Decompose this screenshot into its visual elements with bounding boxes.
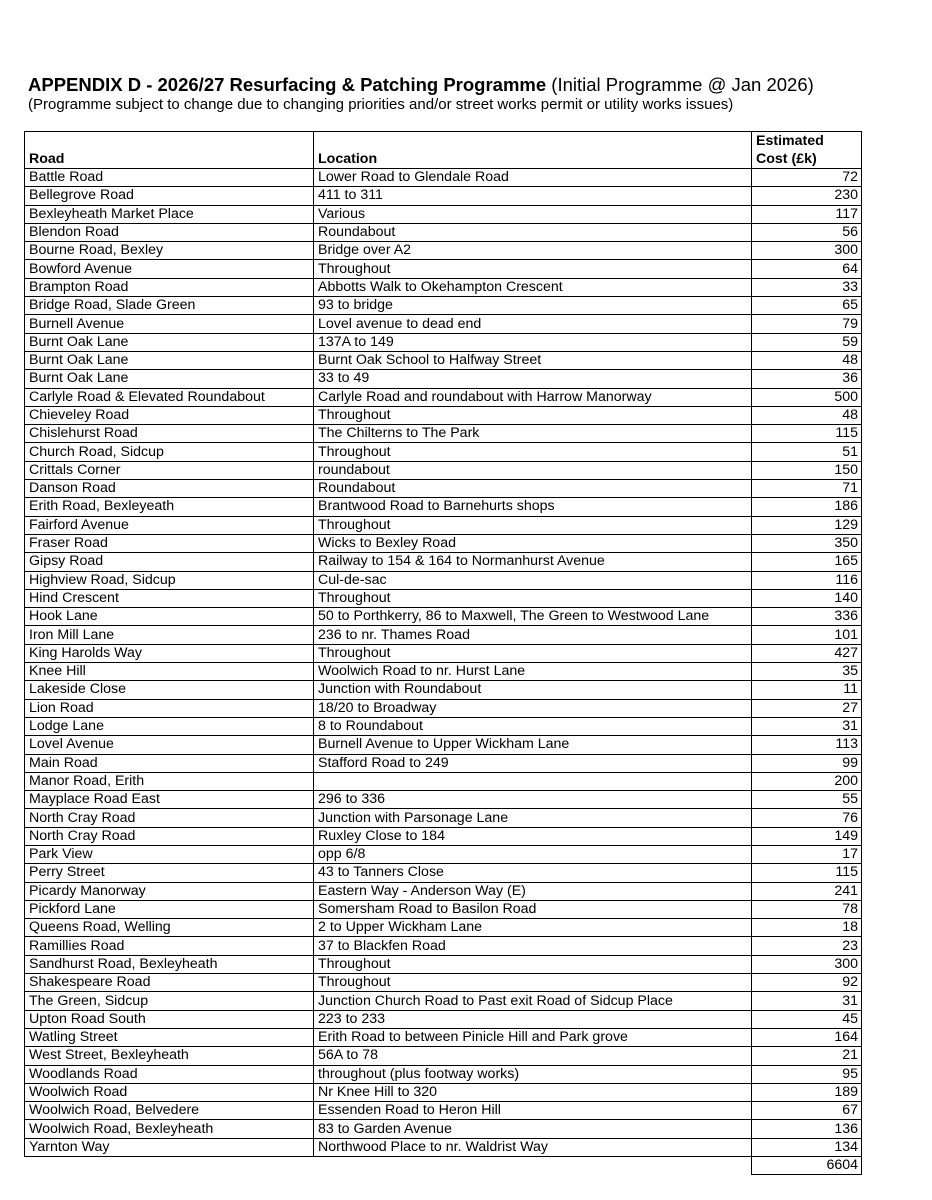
- cell-cost: 230: [752, 187, 862, 205]
- cell-location: Junction with Roundabout: [314, 681, 752, 699]
- cell-cost: 45: [752, 1010, 862, 1028]
- cell-road: Fraser Road: [25, 534, 314, 552]
- cell-cost: 71: [752, 480, 862, 498]
- cell-road: Chieveley Road: [25, 406, 314, 424]
- cell-cost: 164: [752, 1028, 862, 1046]
- cell-location: Erith Road to between Pinicle Hill and Park grove: [314, 1028, 752, 1046]
- cell-road: Woolwich Road, Bexleyheath: [25, 1120, 314, 1138]
- cell-location: 411 to 311: [314, 187, 752, 205]
- cell-road: Hook Lane: [25, 608, 314, 626]
- cell-cost: 64: [752, 260, 862, 278]
- table-row: [25, 480, 862, 498]
- table-row: [25, 626, 862, 644]
- cell-road: Carlyle Road & Elevated Roundabout: [25, 388, 314, 406]
- table-row: [25, 681, 862, 699]
- cell-road: Woolwich Road, Belvedere: [25, 1102, 314, 1120]
- table-row: [25, 882, 862, 900]
- table-row: [25, 425, 862, 443]
- table-row: [25, 1028, 862, 1046]
- cell-road: Yarnton Way: [25, 1138, 314, 1156]
- cell-cost: 76: [752, 809, 862, 827]
- cell-cost: 115: [752, 425, 862, 443]
- cell-road: Crittals Corner: [25, 461, 314, 479]
- total-spacer-location: [314, 1157, 752, 1175]
- cell-road: Chislehurst Road: [25, 425, 314, 443]
- table-row: [25, 608, 862, 626]
- cell-road: King Harolds Way: [25, 644, 314, 662]
- cell-road: Watling Street: [25, 1028, 314, 1046]
- cell-cost: 116: [752, 571, 862, 589]
- cell-cost: 149: [752, 827, 862, 845]
- table-row: [25, 955, 862, 973]
- cell-road: Upton Road South: [25, 1010, 314, 1028]
- cell-road: Iron Mill Lane: [25, 626, 314, 644]
- cell-cost: 21: [752, 1047, 862, 1065]
- cell-cost: 99: [752, 754, 862, 772]
- cell-road: Woolwich Road: [25, 1083, 314, 1101]
- cell-road: Burnt Oak Lane: [25, 370, 314, 388]
- cell-cost: 300: [752, 955, 862, 973]
- cost-header-line1: Estimated: [756, 133, 824, 149]
- table-row: [25, 589, 862, 607]
- cell-road: Queens Road, Welling: [25, 919, 314, 937]
- cell-cost: 31: [752, 992, 862, 1010]
- cell-location: roundabout: [314, 461, 752, 479]
- cell-road: Park View: [25, 845, 314, 863]
- cell-road: Bridge Road, Slade Green: [25, 297, 314, 315]
- table-row: [25, 205, 862, 223]
- table-row: [25, 974, 862, 992]
- cell-cost: 241: [752, 882, 862, 900]
- cell-location: Bridge over A2: [314, 242, 752, 260]
- cell-location: Roundabout: [314, 223, 752, 241]
- table-row: [25, 443, 862, 461]
- total-row: [25, 1157, 862, 1175]
- cell-location: opp 6/8: [314, 845, 752, 863]
- cell-cost: 140: [752, 589, 862, 607]
- cell-road: Knee Hill: [25, 663, 314, 681]
- cell-cost: 92: [752, 974, 862, 992]
- cell-cost: 48: [752, 406, 862, 424]
- table-row: [25, 388, 862, 406]
- cell-location: Roundabout: [314, 480, 752, 498]
- cell-cost: 17: [752, 845, 862, 863]
- table-row: [25, 187, 862, 205]
- table-row: [25, 498, 862, 516]
- cell-cost: 134: [752, 1138, 862, 1156]
- cell-road: Main Road: [25, 754, 314, 772]
- cost-header-line2: Cost (£k): [756, 151, 817, 167]
- table-row: [25, 333, 862, 351]
- cell-cost: 95: [752, 1065, 862, 1083]
- cell-cost: 186: [752, 498, 862, 516]
- cell-cost: 300: [752, 242, 862, 260]
- cell-location: 8 to Roundabout: [314, 717, 752, 735]
- cell-road: North Cray Road: [25, 827, 314, 845]
- table-row: [25, 827, 862, 845]
- cell-location: Various: [314, 205, 752, 223]
- cell-road: Danson Road: [25, 480, 314, 498]
- cell-location: Brantwood Road to Barnehurts shops: [314, 498, 752, 516]
- cell-road: West Street, Bexleyheath: [25, 1047, 314, 1065]
- cell-road: Bourne Road, Bexley: [25, 242, 314, 260]
- cell-road: Pickford Lane: [25, 900, 314, 918]
- cell-location: Nr Knee Hill to 320: [314, 1083, 752, 1101]
- cell-road: Brampton Road: [25, 278, 314, 296]
- cell-cost: 65: [752, 297, 862, 315]
- table-row: [25, 278, 862, 296]
- cell-road: Gipsy Road: [25, 553, 314, 571]
- cell-cost: 18: [752, 919, 862, 937]
- cell-cost: 78: [752, 900, 862, 918]
- cell-location: Burnt Oak School to Halfway Street: [314, 351, 752, 369]
- table-row: [25, 919, 862, 937]
- cell-location: Cul-de-sac: [314, 571, 752, 589]
- cell-road: Ramillies Road: [25, 937, 314, 955]
- cell-cost: 67: [752, 1102, 862, 1120]
- cell-location: Eastern Way - Anderson Way (E): [314, 882, 752, 900]
- table-row: [25, 1138, 862, 1156]
- cell-cost: 129: [752, 516, 862, 534]
- cell-cost: 350: [752, 534, 862, 552]
- table-row: [25, 516, 862, 534]
- cell-location: 83 to Garden Avenue: [314, 1120, 752, 1138]
- title-main: APPENDIX D - 2026/27 Resurfacing & Patching Programme: [28, 74, 547, 95]
- cell-cost: 115: [752, 864, 862, 882]
- table-row: [25, 809, 862, 827]
- cell-location: 33 to 49: [314, 370, 752, 388]
- cell-location: Carlyle Road and roundabout with Harrow Manorway: [314, 388, 752, 406]
- table-row: [25, 644, 862, 662]
- cell-cost: 200: [752, 772, 862, 790]
- cell-location: Throughout: [314, 406, 752, 424]
- cell-cost: 101: [752, 626, 862, 644]
- column-header-cost: [752, 132, 862, 169]
- cell-road: Erith Road, Bexleyeath: [25, 498, 314, 516]
- cell-location: Throughout: [314, 260, 752, 278]
- cell-location: Junction Church Road to Past exit Road of Sidcup Place: [314, 992, 752, 1010]
- column-header-road: Road: [25, 132, 314, 169]
- cell-location: Somersham Road to Basilon Road: [314, 900, 752, 918]
- cell-cost: 11: [752, 681, 862, 699]
- cell-location: Essenden Road to Heron Hill: [314, 1102, 752, 1120]
- cell-road: Mayplace Road East: [25, 791, 314, 809]
- cell-road: Church Road, Sidcup: [25, 443, 314, 461]
- cell-cost: 117: [752, 205, 862, 223]
- cell-cost: 500: [752, 388, 862, 406]
- cell-location: Throughout: [314, 589, 752, 607]
- cell-location: Throughout: [314, 955, 752, 973]
- cell-cost: 336: [752, 608, 862, 626]
- cell-road: Burnt Oak Lane: [25, 351, 314, 369]
- table-row: [25, 864, 862, 882]
- table-row: [25, 699, 862, 717]
- table-row: [25, 1047, 862, 1065]
- document-subtitle: (Programme subject to change due to changing priorities and/or street works permit or utility works issues): [28, 96, 734, 113]
- cell-cost: 36: [752, 370, 862, 388]
- cell-road: Fairford Avenue: [25, 516, 314, 534]
- cell-cost: 27: [752, 699, 862, 717]
- cell-road: Sandhurst Road, Bexleyheath: [25, 955, 314, 973]
- cell-road: Hind Crescent: [25, 589, 314, 607]
- cell-road: Battle Road: [25, 169, 314, 187]
- cell-cost: 48: [752, 351, 862, 369]
- cell-location: throughout (plus footway works): [314, 1065, 752, 1083]
- table-row: [25, 772, 862, 790]
- table-row: [25, 242, 862, 260]
- table-row: [25, 461, 862, 479]
- cell-location: The Chilterns to The Park: [314, 425, 752, 443]
- cell-location: 50 to Porthkerry, 86 to Maxwell, The Green to Westwood Lane: [314, 608, 752, 626]
- table-row: [25, 992, 862, 1010]
- table-row: [25, 351, 862, 369]
- table-row: [25, 1102, 862, 1120]
- table-row: [25, 937, 862, 955]
- cell-location: Abbotts Walk to Okehampton Crescent: [314, 278, 752, 296]
- table-row: [25, 571, 862, 589]
- cell-cost: 165: [752, 553, 862, 571]
- cell-cost: 79: [752, 315, 862, 333]
- cell-location: 18/20 to Broadway: [314, 699, 752, 717]
- cell-road: The Green, Sidcup: [25, 992, 314, 1010]
- cell-cost: 51: [752, 443, 862, 461]
- cell-location: 2 to Upper Wickham Lane: [314, 919, 752, 937]
- table-row: [25, 534, 862, 552]
- cell-road: Shakespeare Road: [25, 974, 314, 992]
- cell-cost: 33: [752, 278, 862, 296]
- total-spacer-road: [25, 1157, 314, 1175]
- cell-location: Woolwich Road to nr. Hurst Lane: [314, 663, 752, 681]
- cell-road: Manor Road, Erith: [25, 772, 314, 790]
- table-row: [25, 1010, 862, 1028]
- table-row: [25, 260, 862, 278]
- cell-location: Junction with Parsonage Lane: [314, 809, 752, 827]
- title-note: (Initial Programme @ Jan 2026): [546, 74, 814, 95]
- cell-road: Perry Street: [25, 864, 314, 882]
- table-row: [25, 315, 862, 333]
- table-row: [25, 553, 862, 571]
- cell-location: Northwood Place to nr. Waldrist Way: [314, 1138, 752, 1156]
- cell-cost: 72: [752, 169, 862, 187]
- table-row: [25, 736, 862, 754]
- cell-road: Bellegrove Road: [25, 187, 314, 205]
- cell-location: Throughout: [314, 644, 752, 662]
- table-row: [25, 717, 862, 735]
- table-row: [25, 169, 862, 187]
- cell-cost: 189: [752, 1083, 862, 1101]
- cell-cost: 56: [752, 223, 862, 241]
- total-cost: 6604: [752, 1157, 862, 1175]
- cell-road: Blendon Road: [25, 223, 314, 241]
- cell-road: Highview Road, Sidcup: [25, 571, 314, 589]
- table-row: [25, 845, 862, 863]
- table-row: [25, 406, 862, 424]
- cell-road: Lion Road: [25, 699, 314, 717]
- table-body: [25, 169, 862, 1157]
- cell-road: Bowford Avenue: [25, 260, 314, 278]
- cell-location: 37 to Blackfen Road: [314, 937, 752, 955]
- table-row: [25, 370, 862, 388]
- cell-location: 137A to 149: [314, 333, 752, 351]
- cell-cost: 113: [752, 736, 862, 754]
- cell-location: Lower Road to Glendale Road: [314, 169, 752, 187]
- cell-location: [314, 772, 752, 790]
- table-row: [25, 1120, 862, 1138]
- cell-location: Throughout: [314, 516, 752, 534]
- table-row: [25, 1083, 862, 1101]
- cell-road: Picardy Manorway: [25, 882, 314, 900]
- column-header-location: Location: [314, 132, 752, 169]
- cell-location: Railway to 154 & 164 to Normanhurst Avenue: [314, 553, 752, 571]
- table-row: [25, 1065, 862, 1083]
- programme-table: [24, 131, 862, 1175]
- table-row: [25, 663, 862, 681]
- table-row: [25, 223, 862, 241]
- table-row: [25, 297, 862, 315]
- cell-cost: 59: [752, 333, 862, 351]
- cell-location: Burnell Avenue to Upper Wickham Lane: [314, 736, 752, 754]
- cell-road: Lakeside Close: [25, 681, 314, 699]
- cell-location: Stafford Road to 249: [314, 754, 752, 772]
- cell-road: Bexleyheath Market Place: [25, 205, 314, 223]
- cell-road: North Cray Road: [25, 809, 314, 827]
- cell-cost: 427: [752, 644, 862, 662]
- cell-cost: 55: [752, 791, 862, 809]
- cell-cost: 136: [752, 1120, 862, 1138]
- cell-location: Lovel avenue to dead end: [314, 315, 752, 333]
- cell-road: Lovel Avenue: [25, 736, 314, 754]
- cell-cost: 23: [752, 937, 862, 955]
- cell-location: Ruxley Close to 184: [314, 827, 752, 845]
- table-row: [25, 754, 862, 772]
- cell-road: Woodlands Road: [25, 1065, 314, 1083]
- table-row: [25, 791, 862, 809]
- cell-location: 223 to 233: [314, 1010, 752, 1028]
- cell-location: 93 to bridge: [314, 297, 752, 315]
- table-header-row: [25, 132, 862, 169]
- cell-road: Burnell Avenue: [25, 315, 314, 333]
- cell-location: 296 to 336: [314, 791, 752, 809]
- cell-cost: 35: [752, 663, 862, 681]
- cell-location: Wicks to Bexley Road: [314, 534, 752, 552]
- cell-cost: 31: [752, 717, 862, 735]
- cell-location: 56A to 78: [314, 1047, 752, 1065]
- cell-location: 43 to Tanners Close: [314, 864, 752, 882]
- cell-cost: 150: [752, 461, 862, 479]
- table-row: [25, 900, 862, 918]
- cell-road: Lodge Lane: [25, 717, 314, 735]
- document-title: [28, 74, 814, 96]
- cell-road: Burnt Oak Lane: [25, 333, 314, 351]
- cell-location: Throughout: [314, 443, 752, 461]
- cell-location: Throughout: [314, 974, 752, 992]
- cell-location: 236 to nr. Thames Road: [314, 626, 752, 644]
